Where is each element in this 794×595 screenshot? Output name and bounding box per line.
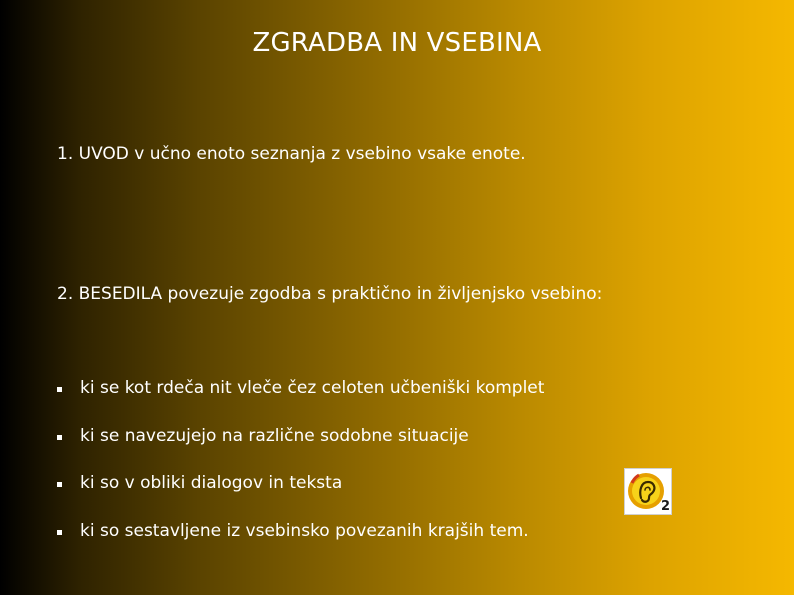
ear-listening-icon xyxy=(624,468,672,515)
logo-number: 2 xyxy=(661,499,671,514)
slide-title: ZGRADBA IN VSEBINA xyxy=(252,28,542,58)
paragraph-intro: 1. UVOD v učno enoto seznanja z vsebino vsake enote. xyxy=(57,144,526,164)
bullet-text: ki se navezujejo na različne sodobne situacije xyxy=(80,425,469,446)
bullet-square-icon xyxy=(57,530,62,535)
bullet-text: ki so v obliki dialogov in teksta xyxy=(80,473,343,493)
bullet-text: ki so sestavljene iz vsebinsko povezanih krajših tem. xyxy=(80,520,529,541)
bullet-square-icon xyxy=(57,435,62,440)
paragraph-texts: 2. BESEDILA povezuje zgodba s praktično in življenjsko vsebino: xyxy=(57,284,603,304)
bullet-square-icon xyxy=(57,482,62,487)
bullet-square-icon xyxy=(57,387,62,392)
bullet-text: ki se kot rdeča nit vleče čez celoten učbeniški komplet xyxy=(80,378,545,398)
